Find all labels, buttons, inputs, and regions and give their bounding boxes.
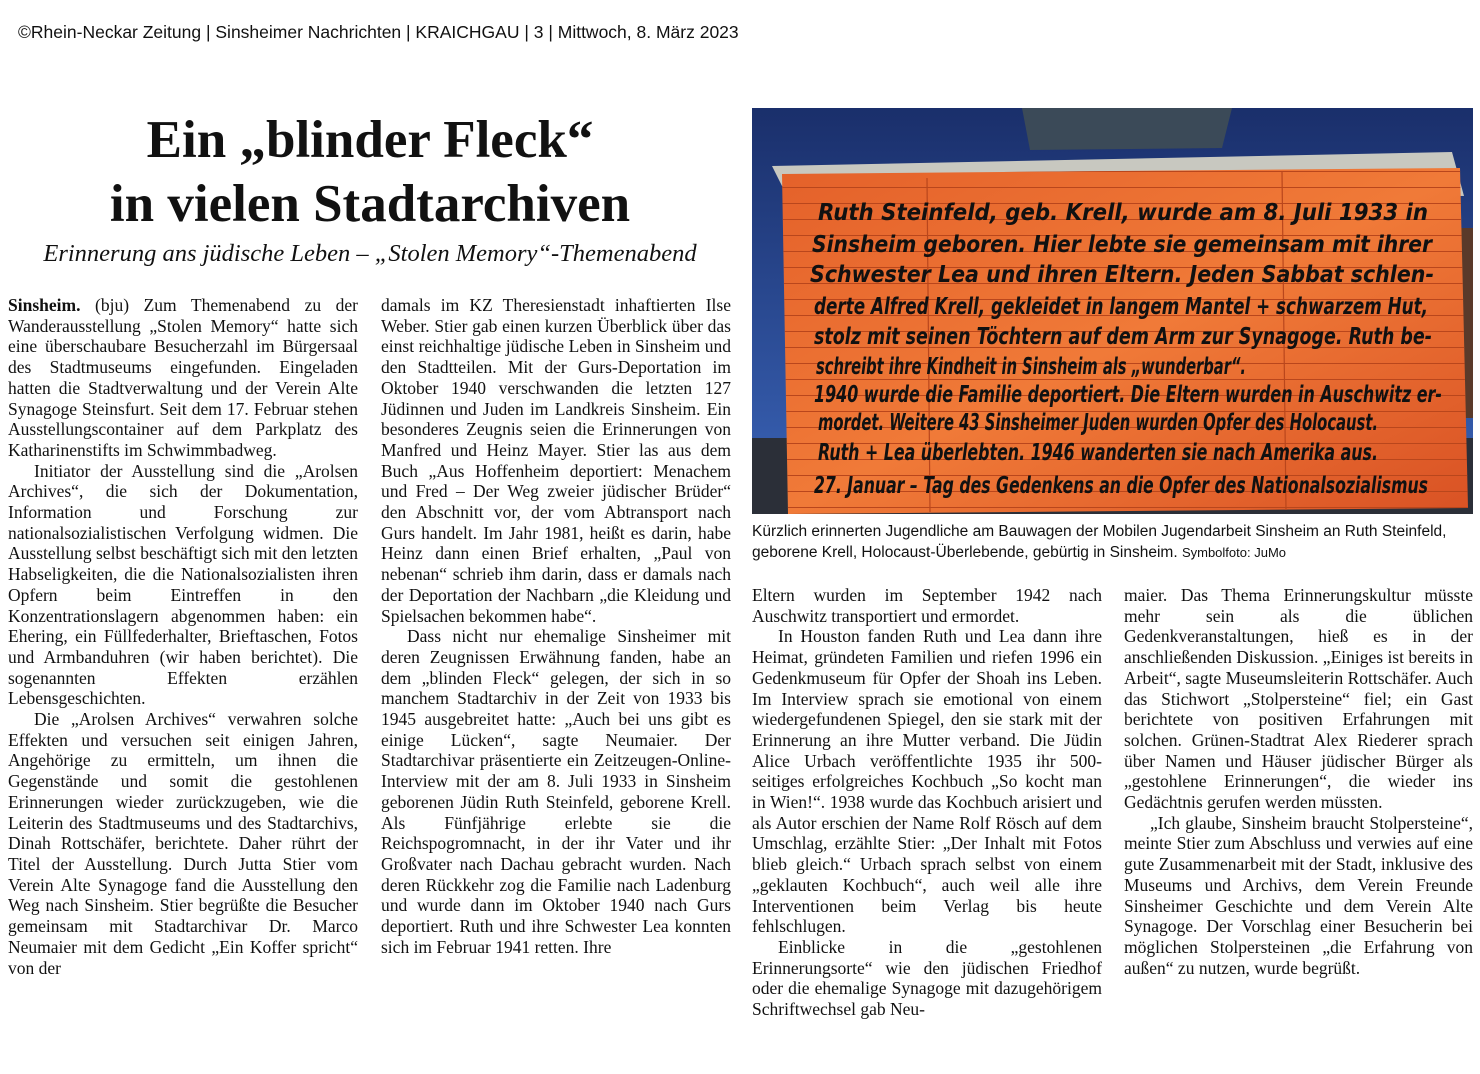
dateline: Sinsheim. [8,295,81,315]
handwriting-line: Sinsheim geboren. Hier lebte sie gemeinsam mit ihrer [812,232,1434,258]
headline [0,108,740,236]
source-line: ©Rhein-Neckar Zeitung | Sinsheimer Nachrichten | KRAICHGAU | 3 | Mittwoch, 8. März 2023 [18,22,739,42]
photo-graphic [752,108,1473,514]
paragraph: maier. Das Thema Erinnerungskultur müsste mehr sein als die üblichen Gedenkveranstaltungen, hieß es in der anschließenden Diskussion. „Einiges ist bereits in Arbeit“, sagte Museumsleiterin Rottschäfer. Auch das Stichwort „Stolpersteine“ fiel; ein Gast berichtete von positiven Erfahrungen mit solchen. Grünen-Stadtrat Alex Riederer sprach über Namen und Häuser jüdischer Bürger als „gestohlene Erinnerungen“, die wieder ins Gedächtnis gerufen werden müssten. [1124,585,1473,813]
handwriting-line: schreibt ihre Kindheit in Sinsheim als „wunderbar“. [816,354,1246,380]
paragraph: Dass nicht nur ehemalige Sinsheimer mit deren Zeugnissen Erwähnung fanden, habe an dem „blinden Fleck“ gelegen, der sich in so manchem Stadtarchiv in der Zeit von 1933 bis 1945 ausgebreitet hatte: „Auch bei uns gibt es einige Lücken“, sagte Neumaier. Der Stadtarchivar präsentierte ein Zeitzeugen-Online-Interview mit der am 8. Juli 1933 in Sinsheim geborenen Jüdin Ruth Steinfeld, geborene Krell. Als Fünfjährige erlebte sie die Reichspogromnacht, in der ihr Vater und ihr Großvater nach Dachau gebracht wurden. Nach deren Rückkehr zog die Familie nach Ladenburg und wurde dann im Oktober 1940 nach Gurs deportiert. Ruth und ihre Schwester Lea konnten sich im Februar 1941 retten. Ihre [381,626,731,957]
caption-text: Kürzlich erinnerten Jugendliche am Bauwagen der Mobilen Jugendarbeit Sinsheim an Ruth Steinfeld, geborene Krell, Holocaust-Überlebende, gebürtig in Sinsheim. [752,523,1447,561]
handwriting-line: derte Alfred Krell, gekleidet in langem Mantel + schwarzem Hut, [814,294,1428,320]
article-column-1 [8,295,358,978]
article-column-4 [1124,585,1473,978]
subtitle: Erinnerung ans jüdische Leben – „Stolen Memory“-Themenabend [43,240,697,267]
paragraph: Initiator der Ausstellung sind die „Arolsen Archives“, die sich der Dokumentation, Information und Forschung zur nationalsozialistischen Verfolgung widmen. Die Ausstellung selbst beschäftigt sich mit den letzten Habseligkeiten, die die Nationalsozialisten ihren Opfern beim Eintreffen in den Konzentrationslagern abgenommen haben: ein Ehering, ein Füllfederhalter, Brieftaschen, Fotos und Armbanduhren (wir haben berichtet). Die sogenannten Effekten erzählen Lebensgeschichten. [8,460,358,709]
paragraph: damals im KZ Theresienstadt inhaftierten Ilse Weber. Stier gab einen kurzen Überblick über das einst reichhaltige jüdische Leben in Sinsheim und den Stadtteilen. Mit der Gurs-Deportation im Oktober 1940 verschwanden die letzten 127 Jüdinnen und Juden im Landkreis Sinsheim. Ein besonderes Zeugnis seien die Erinnerungen von Manfred und Heinz Mayer. Stier las aus dem Buch „Aus Hoffenheim deportiert: Menachem und Fred – Der Weg zweier jüdischer Brüder“ den Abschnitt vor, der vom Abtransport nach Gurs handelt. Im Jahr 1981, heißt es darin, habe Heinz dann einen Brief erhalten, „Paul von nebenan“ schrieb ihm darin, dass er damals nach der Deportation der Nachbarn „die Kleidung und Spielsachen bekommen habe“. [381,295,731,626]
paragraph: Einblicke in die „gestohlenen Erinnerungsorte“ wie den jüdischen Friedhof oder die ehemalige Synagoge mit dazugehörigem Schriftwechsel gab Neu- [752,936,1102,1020]
handwriting-line: 1940 wurde die Familie deportiert. Die Eltern wurden in Auschwitz er- [814,382,1442,408]
photo-caption [752,521,1473,563]
handwriting-line: Schwester Lea und ihren Eltern. Jeden Sabbat schlen- [810,262,1434,288]
handwriting-line: Ruth Steinfeld, geb. Krell, wurde am 8. Juli 1933 in [818,200,1428,226]
handwriting-line: Ruth + Lea überlebten. 1946 wanderten sie nach Amerika aus. [818,440,1378,466]
article-column-3 [752,585,1102,1020]
article-photo [752,108,1473,514]
paragraph: Die „Arolsen Archives“ verwahren solche Effekten und versuchen seit einigen Jahren, Angehörige zu ermitteln, um ihnen die Gegenstände und somit die gestohlenen Erinnerungen wieder zurückzugeben, wie die Leiterin des Stadtmuseums und des Stadtarchivs, Dinah Rottschäfer, berichtete. Daher rührt der Titel der Ausstellung. Durch Jutta Stier vom Verein Alte Synagoge fand die Ausstellung den Weg nach Sinsheim. Stier begrüßte die Besucher gemeinsam mit Stadtarchivar Dr. Marco Neumaier mit dem Gedicht „Ein Koffer spricht“ von der [8,709,358,978]
handwriting-line: 27. Januar – Tag des Gedenkens an die Opfer des Nationalsozialismus [814,473,1428,499]
photo-credit: Symbolfoto: JuMo [1181,545,1286,560]
article-column-2 [381,295,731,958]
headline-line-1: Ein „blinder Fleck“ [146,111,594,169]
paragraph: „Ich glaube, Sinsheim braucht Stolpersteine“, meinte Stier zum Abschluss und verwies auf eine gute Zusammenarbeit mit der Stadt, inklusive des Museums und Archivs, dem Verein Freunde Sinsheimer Geschichte und dem Verein Alte Synagoge. Der Vorschlag einer Besucherin bei möglichen Stolpersteinen „die Erfahrung von außen“ zu nutzen, wurde begrüßt. [1124,812,1473,978]
paragraph: Eltern wurden im September 1942 nach Auschwitz transportiert und ermordet. [752,585,1102,626]
paragraph: (bju) Zum Themenabend zu der Wanderausstellung „Stolen Memory“ hatte sich eine überschaubare Besucherzahl im Bürgersaal des Stadtmuseums eingefunden. Eingeladen hatten die Stadtverwaltung und der Verein Alte Synagoge Steinsfurt. Seit dem 17. Februar stehen Ausstellungscontainer auf dem Parkplatz des Katharinenstifts im Schwimmbadweg. [8,295,358,460]
handwriting-line: stolz mit seinen Töchtern auf dem Arm zur Synagoge. Ruth be- [814,324,1432,350]
headline-line-2: in vielen Stadtarchiven [109,175,631,233]
paragraph: In Houston fanden Ruth und Lea dann ihre Heimat, gründeten Familien und riefen 1996 ein Gedenkmuseum für Opfer der Shoah ins Leben. Im Interview sprach sie emotional von einem wiedergefundenen Spiegel, den sie stark mit der Erinnerung an ihre Mutter verband. Die Jüdin Alice Urbach veröffentlichte 1935 ihr 500-seitiges erfolgreiches Kochbuch „So kocht man in Wien!“. 1938 wurde das Kochbuch arisiert und als Autor erschien der Name Rolf Rösch auf dem Umschlag, erzählte Stier: „Der Inhalt mit Fotos blieb gleich.“ Urbach sprach selbst von einem „geklauten Kochbuch“, auch weil alle ihre Interventionen beim Verlag bis heute fehlschlugen. [752,626,1102,937]
handwriting-line: mordet. Weitere 43 Sinsheimer Juden wurden Opfer des Holocaust. [818,410,1378,436]
